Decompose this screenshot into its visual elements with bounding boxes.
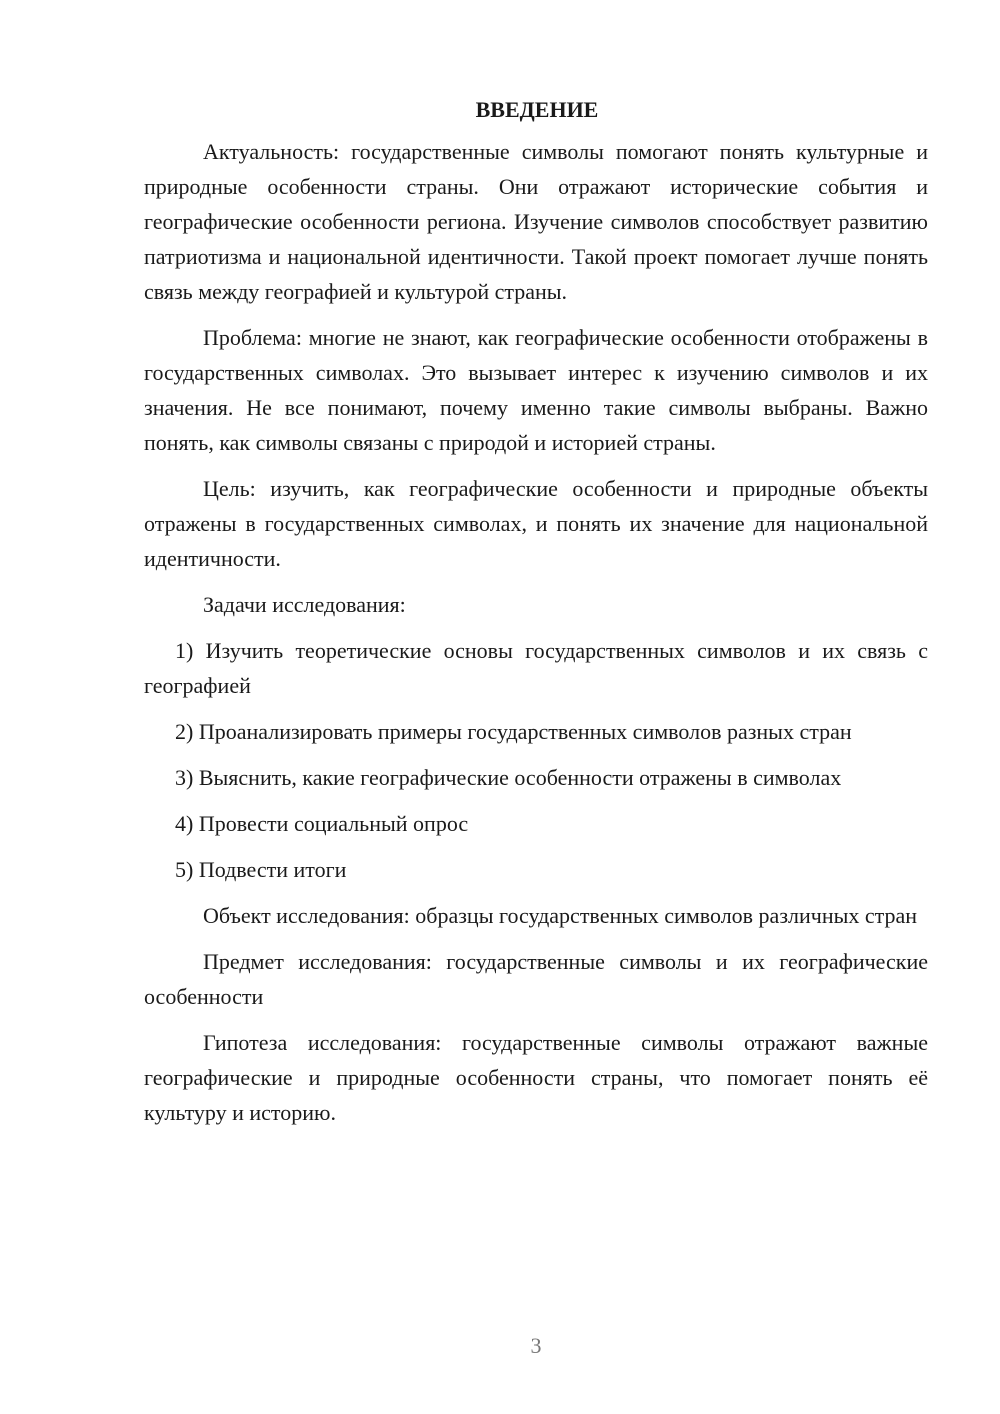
task-item-1: 1) Изучить теоретические основы государственных символов и их связь с географией bbox=[144, 638, 928, 698]
paragraph-relevance: Актуальность: государственные символы помогают понять культурные и природные особенности страны. Они отражают исторические события и географические особенности региона. Изучение символов способствует развитию патриотизма и национальной идентичности. Такой проект помогает лучше понять связь между географией и культурой страны. bbox=[144, 139, 928, 304]
paragraph-problem: Проблема: многие не знают, как географические особенности отображены в государственных символах. Это вызывает интерес к изучению символов и их значения. Не все понимают, почему именно такие символы выбраны. Важно понять, как символы связаны с природой и историей страны. bbox=[144, 325, 928, 455]
task-item-2: 2) Проанализировать примеры государственных символов разных стран bbox=[175, 719, 852, 744]
paragraph-subject: Предмет исследования: государственные символы и их географические особенности bbox=[144, 949, 928, 1009]
task-item-4: 4) Провести социальный опрос bbox=[175, 811, 469, 836]
task-item-5: 5) Подвести итоги bbox=[175, 857, 347, 882]
paragraph-object: Объект исследования: образцы государственных символов различных стран bbox=[203, 903, 918, 928]
paragraph-tasks-intro: Задачи исследования: bbox=[203, 592, 406, 617]
section-heading: ВВЕДЕНИЕ bbox=[475, 97, 599, 122]
task-item-3: 3) Выяснить, какие географические особенности отражены в символах bbox=[175, 765, 842, 790]
paragraph-goal: Цель: изучить, как географические особенности и природные объекты отражены в государственных символах, и понять их значение для национальной идентичности. bbox=[144, 476, 928, 571]
page-number: 3 bbox=[530, 1333, 542, 1358]
document-page bbox=[144, 92, 928, 1141]
paragraph-hypothesis: Гипотеза исследования: государственные символы отражают важные географические и природные особенности страны, что помогает понять её культуру и историю. bbox=[144, 1030, 928, 1125]
